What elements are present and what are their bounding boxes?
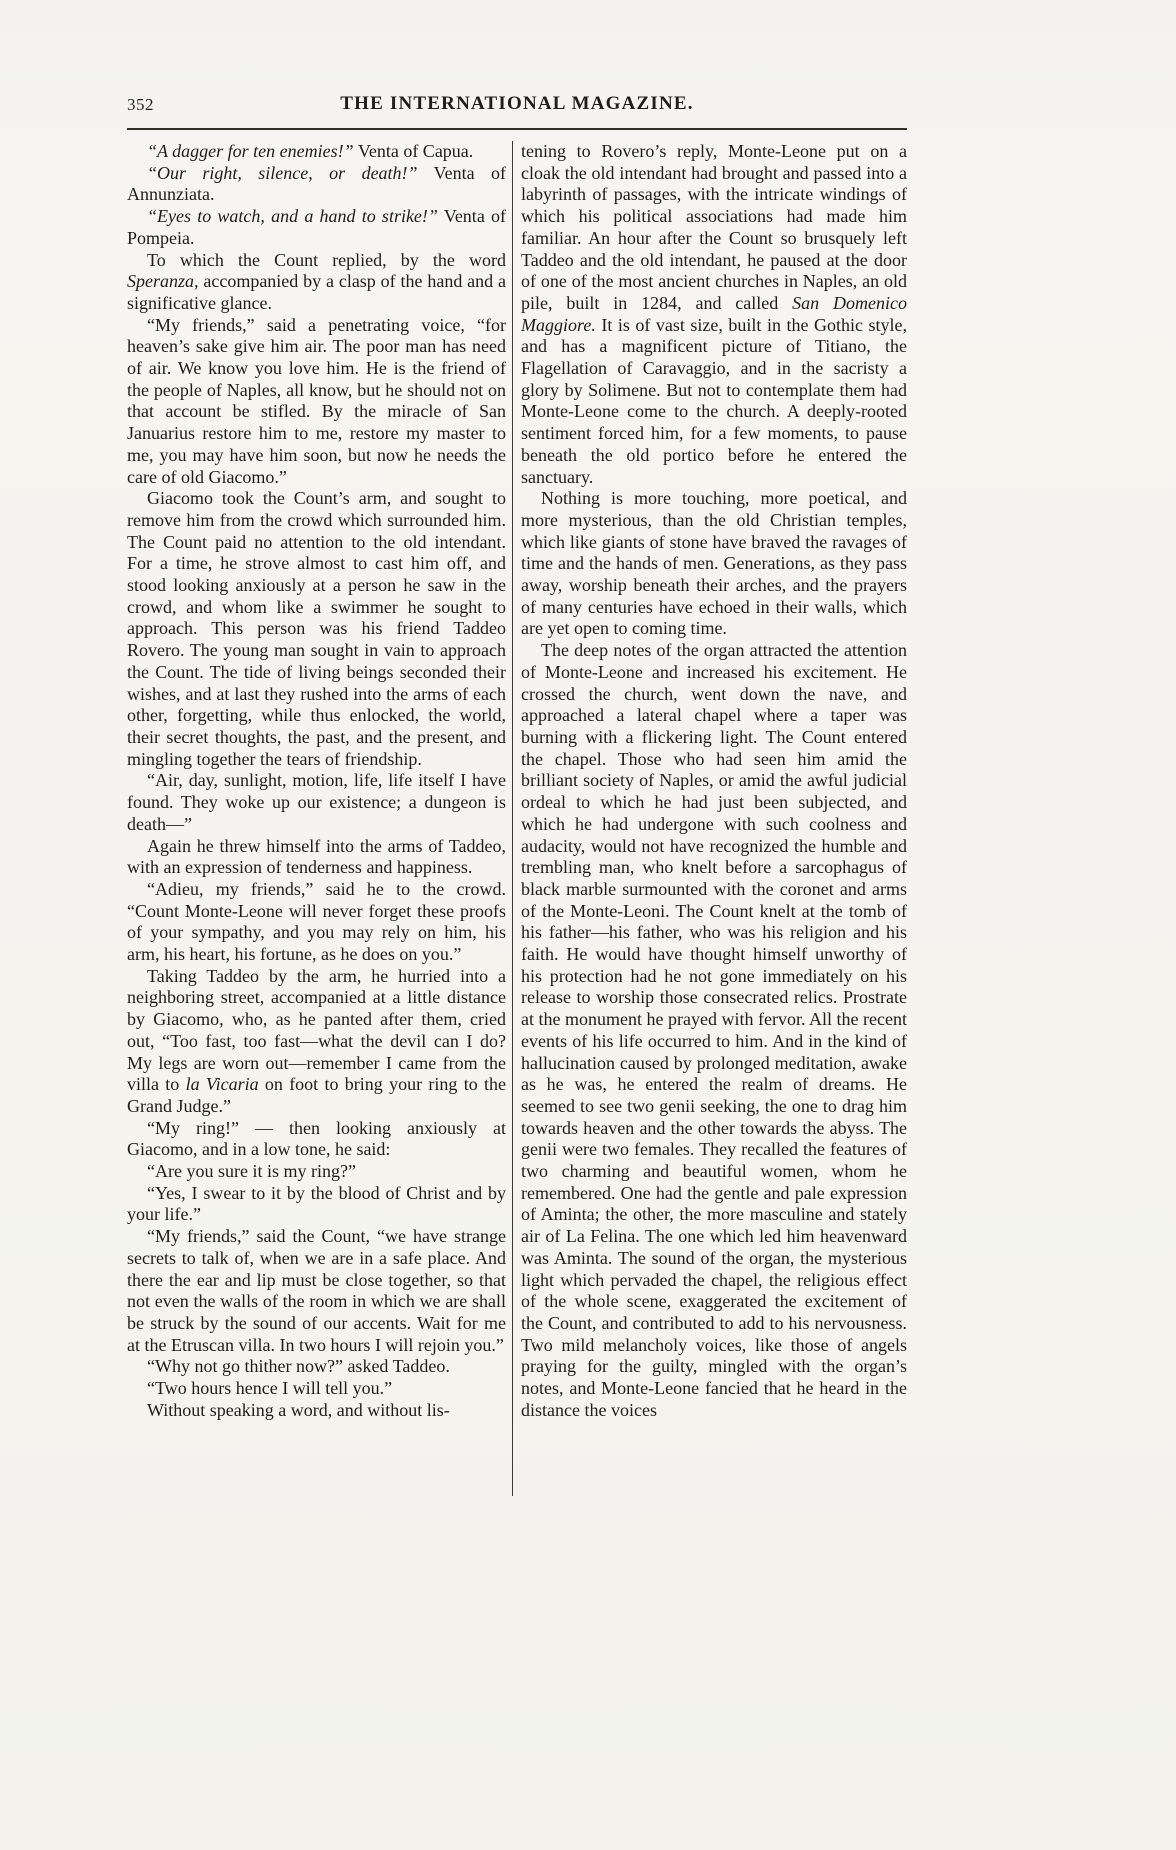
text-run: tening to Rovero’s reply, Monte-Leone put on a cloak the old intendant had brought and passed into a labyrinth of passages, with the intricate windings of which his political associations had made him familiar. An hour after the Count so brusquely left Taddeo and the old intendant, he paused at the door of one of the most ancient churches in Naples, an old pile, built in 1284, and called (521, 141, 907, 313)
header-rule (127, 128, 907, 130)
paragraph (127, 163, 506, 206)
text-run: “Two hours hence I will tell you.” (147, 1378, 393, 1399)
journal-title: THE INTERNATIONAL MAGAZINE. (340, 93, 694, 114)
text-run: “Adieu, my friends,” said he to the crowd. “Count Monte-Leone will never forget these proofs of your sympathy, and you may rely on him, his arm, his heart, his fortune, as he does on you.” (127, 878, 506, 965)
text-run: Giacomo took the Count’s arm, and sought to remove him from the crowd which surrounded him. The Count paid no attention to the old intendant. For a time, he strove almost to cast him off, and stood looking anxiously at a person he saw in the crowd, and whom like a swimmer he sought to approach. This person was his friend Taddeo Rovero. The young man sought in vain to approach the Count. The tide of living beings seconded their wishes, and at last they rushed into the arms of each other, forgetting, while thus enlocked, the world, their secret thoughts, the past, and the present, and mingling together the tears of friendship. (127, 488, 506, 769)
text-run: Again he threw himself into the arms of Taddeo, with an expression of tenderness and happiness. (127, 835, 506, 878)
text-run: Venta of Capua. (353, 141, 474, 161)
text-run: “My ring!” — then looking anxiously at Giacomo, and in a low tone, he said: (127, 1117, 506, 1160)
text-run: “Why not go thither now?” asked Taddeo. (147, 1356, 450, 1377)
text-run: Nothing is more touching, more poetical, and more mysterious, than the old Christian temples, which like giants of stone have braved the ravages of time and the hands of men. Generations, as they pass away, worship beneath their arches, and the prayers of many centuries have echoed in their walls, which are yet open to coming time. (521, 488, 907, 639)
column-divider (512, 141, 513, 1496)
text-run: on foot to bring your ring to the Grand Judge.” (127, 1074, 506, 1116)
paragraph (127, 250, 506, 315)
paragraph (127, 141, 506, 163)
text-run: “Are you sure it is my ring?” (147, 1161, 356, 1182)
paragraph (127, 1378, 506, 1400)
text-run: “My friends,” said a penetrating voice, “for heaven’s sake give him air. The poor man has need of air. We know you love him. He is the friend of the people of Naples, all know, but he should not on that account be stifled. By the miracle of San Januarius restore him to me, restore my master to me, you may have him soon, but now he needs the care of old Giacomo.” (127, 314, 506, 487)
paragraph (127, 1183, 506, 1226)
paragraph (127, 1161, 506, 1183)
left-column (127, 141, 506, 1421)
paragraph (127, 315, 506, 489)
paragraph (127, 488, 506, 770)
page-number: 352 (127, 95, 154, 114)
paragraph (127, 1118, 506, 1161)
italic-text-run: “Our right, silence, or death!” (147, 162, 418, 183)
text-run: It is of vast size, built in the Gothic style, and has a magnificent picture of Titiano, the Flagellation of Caravaggio, and in the sacristy a glory by Solimene. But not to contemplate them had Monte-Leone come to the church. A deeply-rooted sentiment forced him, for a few moments, to pause beneath the old portico before he entered the sanctuary. (521, 314, 907, 487)
text-run: “My friends,” said the Count, “we have strange secrets to talk of, when we are in a safe place. And there the ear and lip must be close together, so that not even the walls of the room in which we are shall be struck by the sound of our accents. Wait for me at the Etruscan villa. In two hours I will rejoin you.” (127, 1226, 506, 1355)
italic-text-run: Speranza, (127, 271, 199, 292)
text-run: Taking Taddeo by the arm, he hurried into a neighboring street, accompanied at a little distance by Giacomo, who, as he panted after them, cried out, “Too fast, too fast—what the devil can I do? My legs are worn out—remember I came from the villa to (127, 965, 506, 1095)
paragraph (127, 836, 506, 879)
text-run: accompanied by a clasp of the hand and a significative glance. (127, 271, 506, 313)
paragraph (127, 770, 506, 835)
paragraph (127, 1356, 506, 1378)
paragraph (521, 141, 907, 488)
text-run: “Yes, I swear to it by the blood of Christ and by your life.” (127, 1182, 506, 1225)
paragraph (521, 640, 907, 1421)
text-run: The deep notes of the organ attracted the attention of Monte-Leone and increased his excitement. He crossed the church, went down the nave, and approached a lateral chapel where a taper was burning with a flickering light. The Count entered the chapel. Those who had seen him amid the brilliant society of Naples, or amid the awful judicial ordeal to which he had just been subjected, and which he had undergone with such coolness and audacity, would not have recognized the humble and trembling man, who knelt before a sarcophagus of black marble surmounted with the coronet and arms of the Monte-Leoni. The Count knelt at the tomb of his father—his father, who was his religion and his faith. He would have thought himself unworthy of his protection had he not gone immediately on his release to worship those consecrated relics. Prostrate at the monument he prayed with fervor. All the recent events of his life occurred to him. And in the kind of hallucination caused by prolonged meditation, awake as he was, he entered the realm of dreams. He seemed to see two genii seeking, the one to drag him towards heaven and the other towards the abyss. The genii were two females. They recalled the features of two charming and beautiful women, whom he remembered. One had the gentle and pale expression of Aminta; the other, the more masculine and stately air of La Felina. The one which led him heavenward was Aminta. The sound of the organ, the mysterious light which pervaded the chapel, the religious effect of the whole scene, exaggerated the excitement of the Count, and contributed to add to his nervousness. Two mild melancholy voices, like those of angels praying for the guilty, mingled with the organ’s notes, and Monte-Leone fancied that he heard in the distance the voices (521, 640, 907, 1420)
italic-text-run: San Domenico Maggiore. (521, 292, 907, 335)
text-run: Venta of Annunziata. (127, 162, 506, 205)
page-header (127, 93, 907, 121)
paragraph (127, 879, 506, 966)
right-column (521, 141, 907, 1421)
paragraph (127, 1400, 506, 1422)
italic-text-run: “A dagger for ten enemies!” (147, 141, 354, 161)
paragraph (127, 206, 506, 249)
paragraph (127, 1226, 506, 1356)
text-run: “Air, day, sunlight, motion, life, life itself I have found. They woke up our existence; a dungeon is death—” (127, 770, 506, 834)
paragraph (521, 488, 907, 640)
italic-text-run: “Eyes to watch, and a hand to strike!” (147, 206, 438, 227)
paragraph (127, 966, 506, 1118)
text-run: Venta of Pompeia. (127, 206, 507, 248)
italic-text-run: la Vicaria (185, 1074, 259, 1095)
text-run: Without speaking a word, and without lis- (147, 1399, 450, 1420)
text-run: To which the Count replied, by the word (147, 249, 506, 270)
